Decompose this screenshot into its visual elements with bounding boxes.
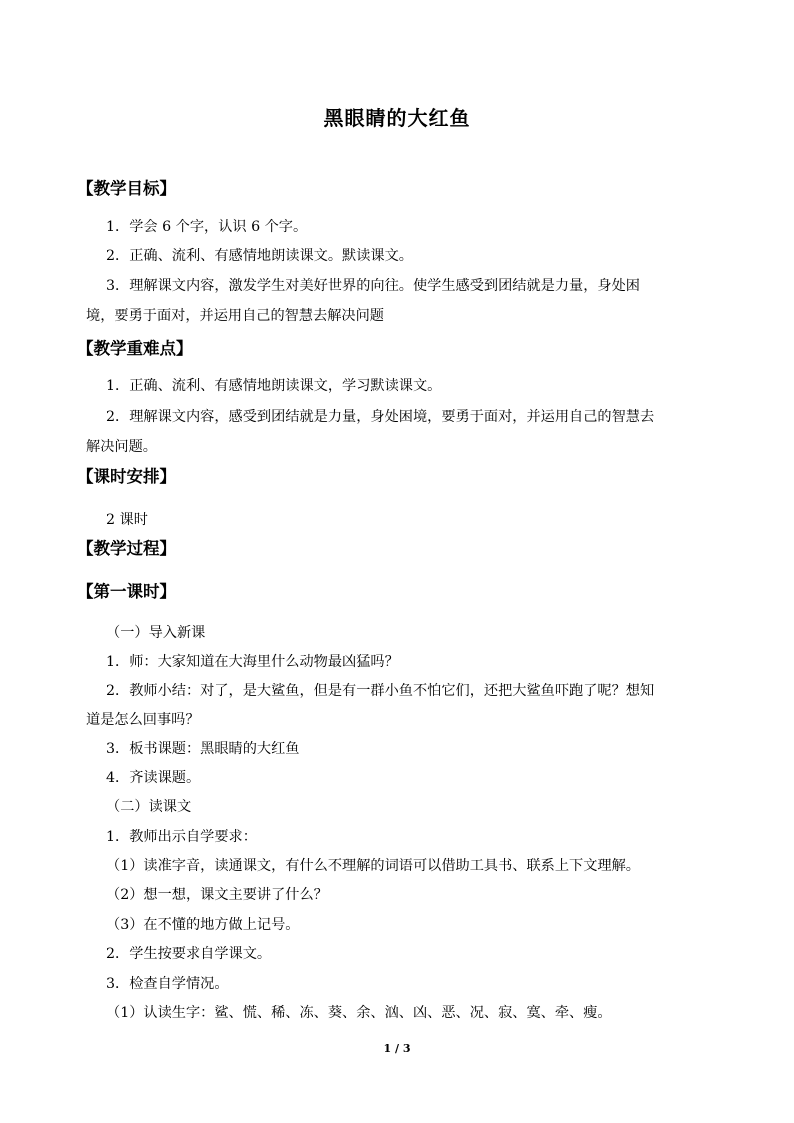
key-point-line-3: 解决问题。 [86, 439, 157, 455]
heading-teaching-process: 【教学过程】 [77, 539, 176, 558]
goal-line-1: 1．学会 6 个字，认识 6 个字。 [106, 219, 308, 235]
heading-schedule: 【课时安排】 [77, 467, 176, 486]
lesson-line-4: 道是怎么回事吗？ [86, 712, 200, 728]
lesson-line-14: （1）认读生字：鲨、慌、稀、冻、葵、余、汹、凶、恶、况、寂、寞、牵、瘦。 [106, 1005, 612, 1021]
schedule-text: 2 课时 [106, 512, 148, 528]
heading-key-points: 【教学重难点】 [77, 339, 193, 358]
goal-line-4: 境，要勇于面对，并运用自己的智慧去解决问题 [86, 308, 384, 324]
lesson-line-2: 1．师：大家知道在大海里什么动物最凶猛吗？ [106, 654, 399, 670]
heading-first-lesson: 【第一课时】 [77, 582, 176, 601]
lesson-line-9: （1）读准字音，读通课文，有什么不理解的词语可以借助工具书、联系上下文理解。 [106, 858, 640, 874]
goal-line-3: 3．理解课文内容，激发学生对美好世界的向往。使学生感受到团结就是力量，身处困 [106, 278, 640, 294]
lesson-line-10: （2）想一想，课文主要讲了什么？ [106, 887, 328, 903]
heading-teaching-goals: 【教学目标】 [77, 179, 176, 198]
key-point-line-1: 1．正确、流利、有感情地朗读课文，学习默读课文。 [106, 378, 442, 394]
lesson-line-5: 3．板书课题：黑眼睛的大红鱼 [106, 741, 300, 757]
lesson-line-8: 1．教师出示自学要求： [106, 829, 257, 845]
lesson-line-7: （二）读课文 [106, 799, 192, 815]
page-number: 1 / 3 [383, 1042, 411, 1055]
goal-line-2: 2．正确、流利、有感情地朗读课文。默读课文。 [106, 248, 413, 264]
lesson-line-11: （3）在不懂的地方做上记号。 [106, 917, 300, 933]
lesson-line-3: 2．教师小结：对了，是大鲨鱼，但是有一群小鱼不怕它们，还把大鲨鱼吓跑了呢？想知 [106, 683, 655, 699]
lesson-line-12: 2．学生按要求自学课文。 [106, 946, 272, 962]
document-title: 黑眼睛的大红鱼 [323, 106, 471, 130]
key-point-line-2: 2．理解课文内容，感受到团结就是力量，身处困境，要勇于面对，并运用自己的智慧去 [106, 409, 655, 425]
lesson-line-6: 4．齐读课题。 [106, 770, 201, 786]
lesson-line-1: （一）导入新课 [106, 625, 206, 641]
lesson-line-13: 3．检查自学情况。 [106, 976, 229, 992]
